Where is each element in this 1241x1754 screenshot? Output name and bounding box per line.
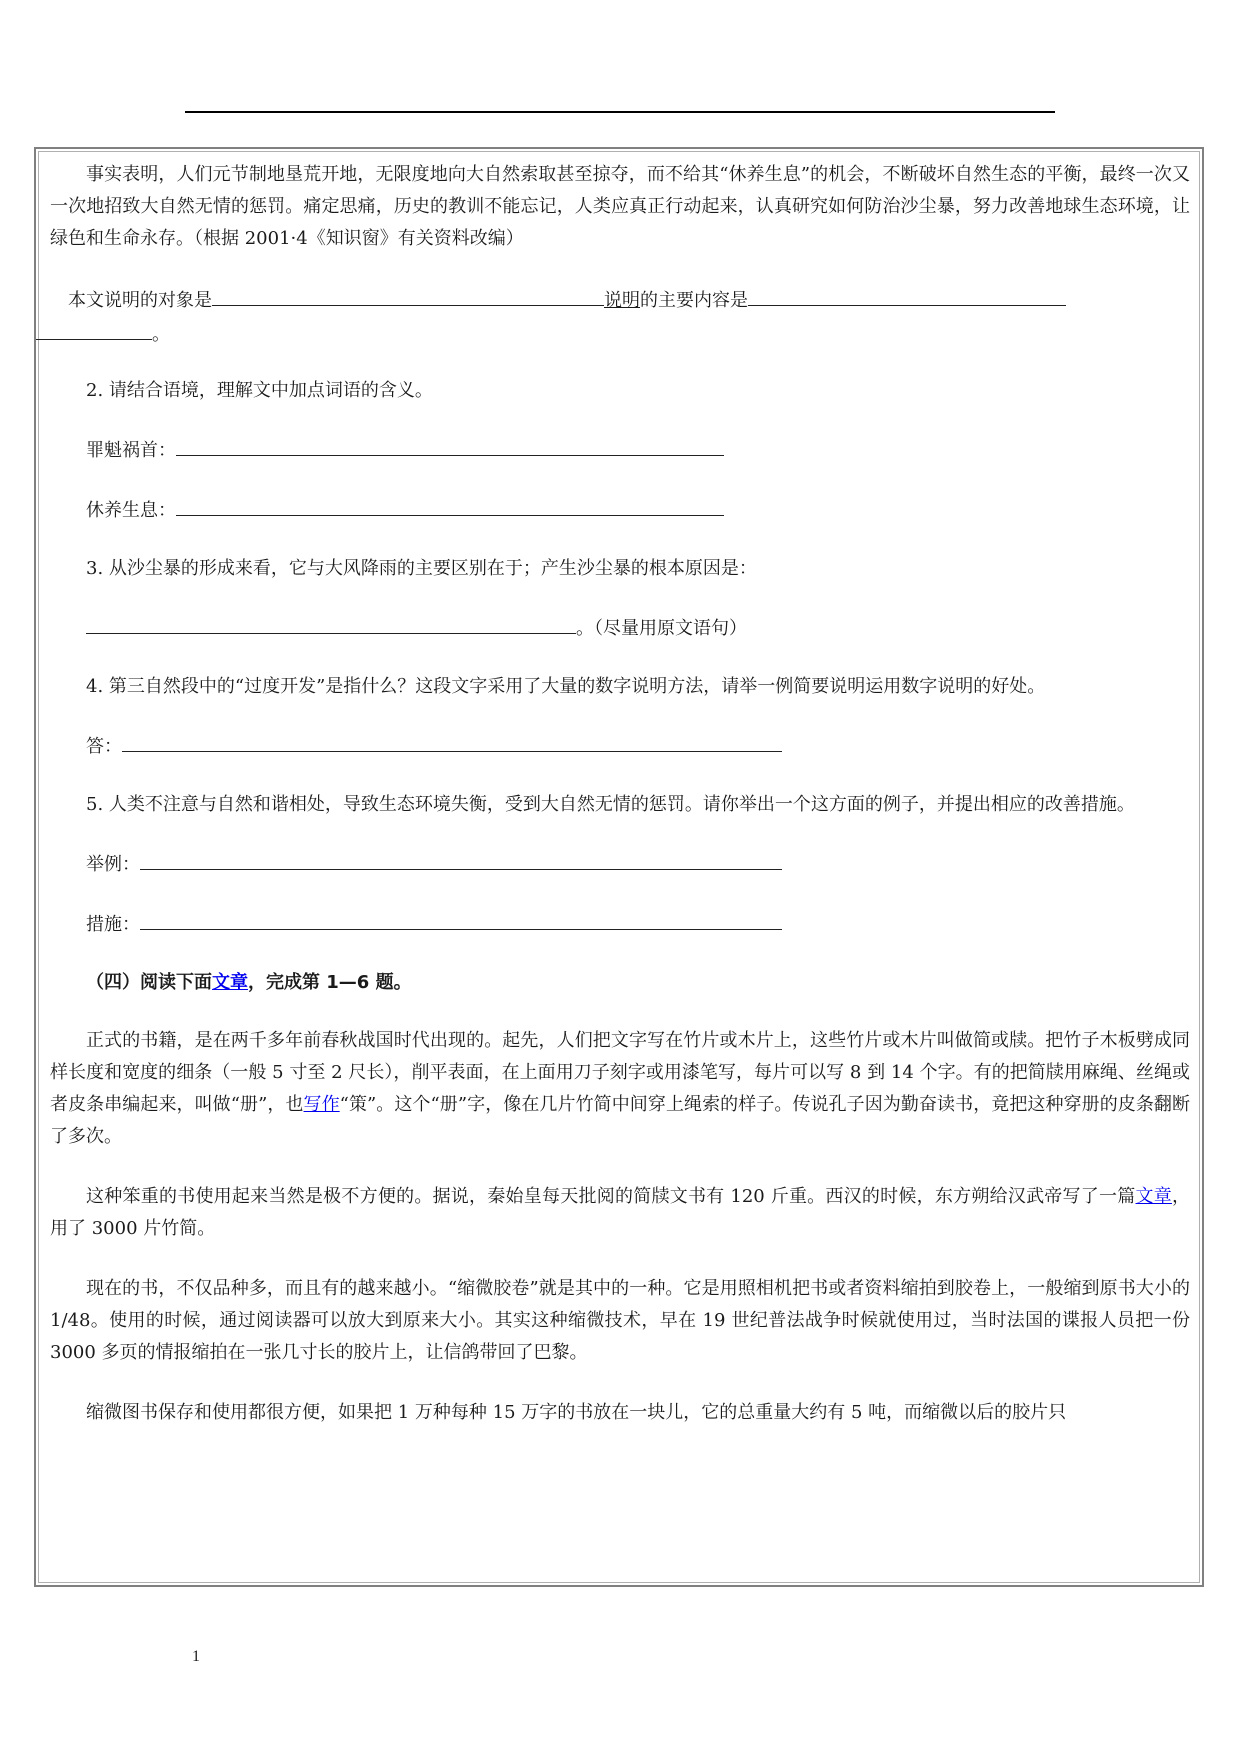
question-2-item-1 bbox=[50, 433, 1190, 467]
question-5-example bbox=[50, 847, 1190, 881]
question-1-prefix: 本文说明的对象是 bbox=[68, 290, 212, 311]
question-2-item-2-label: 休养生息： bbox=[86, 500, 176, 521]
answer-blank-q4[interactable] bbox=[122, 729, 782, 752]
answer-blank-content[interactable] bbox=[748, 283, 1066, 306]
question-2-prompt: 2. 请结合语境，理解文中加点词语的含义。 bbox=[86, 380, 433, 401]
answer-blank-zuikui[interactable] bbox=[176, 433, 724, 456]
page-number: 1 bbox=[192, 1648, 200, 1665]
answer-blank-q3[interactable] bbox=[86, 611, 576, 634]
question-3-suffix: 。（尽量用原文语句） bbox=[576, 618, 747, 639]
content-frame bbox=[34, 147, 1204, 1587]
passage-paragraph-4: 缩微图书保存和使用都很方便，如果把 1 万种每种 15 万字的书放在一块儿，它的总重量大约有 5 吨，而缩微以后的胶片只 bbox=[86, 1402, 1067, 1423]
question-5-example-label: 举例： bbox=[86, 854, 140, 875]
writing-link[interactable]: 写作 bbox=[303, 1094, 340, 1115]
question-2-item-1-label: 罪魁祸首： bbox=[86, 440, 176, 461]
document-content bbox=[50, 159, 1190, 1457]
section-4-heading-prefix: （四）阅读下面 bbox=[86, 972, 212, 993]
article-link[interactable]: 文章 bbox=[212, 972, 248, 993]
passage-p1-text-a: 正式的书籍，是在两千多年前春秋战国时代出现的。起先，人们把文字写在竹片或木片上，这些竹片或木片叫做简或牍。把竹子木板劈成同样长度和宽度的细条（一般 5 寸至 2 尺长），削平表面，在上面用刀子刻字或用漆笔写，每片可以写 8 到 14 个字。有的把简牍用麻绳、丝绳或者皮条串编起来，叫做“册”，也 bbox=[50, 1030, 1190, 1115]
question-4-answer bbox=[50, 729, 1190, 763]
answer-blank-measure[interactable] bbox=[140, 907, 782, 930]
passage-p1-text-b: “策”。这个“册”字，像在几片竹简中间穿上绳索的样子。传说孔子因为勤奋读书，竟把这种穿册的皮条翻断了多次。 bbox=[50, 1094, 1191, 1147]
passage-p2-text-b: ，用了 3000 片竹简。 bbox=[50, 1186, 1190, 1239]
question-5-measure-label: 措施： bbox=[86, 914, 140, 935]
section-4-heading bbox=[50, 967, 1190, 999]
question-5-prompt: 5. 人类不注意与自然和谐相处，导致生态环境失衡，受到大自然无情的惩罚。请你举出一个这方面的例子，并提出相应的改善措施。 bbox=[86, 794, 1135, 815]
answer-blank-content-cont[interactable] bbox=[34, 317, 152, 340]
question-3-prompt: 3. 从沙尘暴的形成来看，它与大风降雨的主要区别在于；产生沙尘暴的根本原因是： bbox=[86, 558, 757, 579]
passage-p2-text-a: 这种笨重的书使用起来当然是极不方便的。据说，秦始皇每天批阅的简牍文书有 120 斤重。西汉的时候，东方朔给汉武帝写了一篇 bbox=[86, 1186, 1136, 1207]
article-link-2[interactable]: 文章 bbox=[1135, 1186, 1172, 1207]
answer-blank-example[interactable] bbox=[140, 847, 782, 870]
question-1-middle-rest: 的主要内容是 bbox=[640, 290, 748, 311]
passage-paragraph-3: 现在的书，不仅品种多，而且有的越来越小。“缩微胶卷”就是其中的一种。它是用照相机把书或者资料缩拍到胶卷上，一般缩到原书大小的 1/48。使用的时候，通过阅读器可以放大到原来大小。其实这种缩微技术，早在 19 世纪普法战争时候就使用过，当时法国的谍报人员把一份 3000 多页的情报缩拍在一张几寸长的胶片上，让信鸽带回了巴黎。 bbox=[50, 1278, 1190, 1363]
question-3-answer bbox=[50, 611, 1190, 645]
header-rule bbox=[185, 111, 1055, 113]
question-1-middle: 说明 bbox=[604, 290, 640, 311]
answer-blank-xiuyang[interactable] bbox=[176, 493, 724, 516]
paragraph-conclusion: 事实表明，人们元节制地垦荒开地，无限度地向大自然索取甚至掠夺，而不给其“休养生息”的机会，不断破坏自然生态的平衡，最终一次又一次地招致大自然无情的惩罚。痛定思痛，历史的教训不能忘记，人类应真正行动起来，认真研究如何防治沙尘暴，努力改善地球生态环境，让绿色和生命永存。（根据 2001·4《知识窗》有关资料改编） bbox=[50, 164, 1190, 249]
question-1-end: 。 bbox=[152, 324, 170, 345]
passage-paragraph-2 bbox=[50, 1181, 1190, 1245]
answer-blank-object[interactable] bbox=[212, 283, 604, 306]
question-1 bbox=[50, 283, 1190, 351]
question-5-measure bbox=[50, 907, 1190, 941]
section-4-heading-suffix: ，完成第 1—6 题。 bbox=[248, 972, 412, 993]
question-2-item-2 bbox=[50, 493, 1190, 527]
question-4-prompt: 4. 第三自然段中的“过度开发”是指什么？这段文字采用了大量的数字说明方法，请举一例简要说明运用数字说明的好处。 bbox=[86, 676, 1046, 697]
passage-paragraph-1 bbox=[50, 1025, 1190, 1153]
question-4-answer-label: 答： bbox=[86, 736, 122, 757]
